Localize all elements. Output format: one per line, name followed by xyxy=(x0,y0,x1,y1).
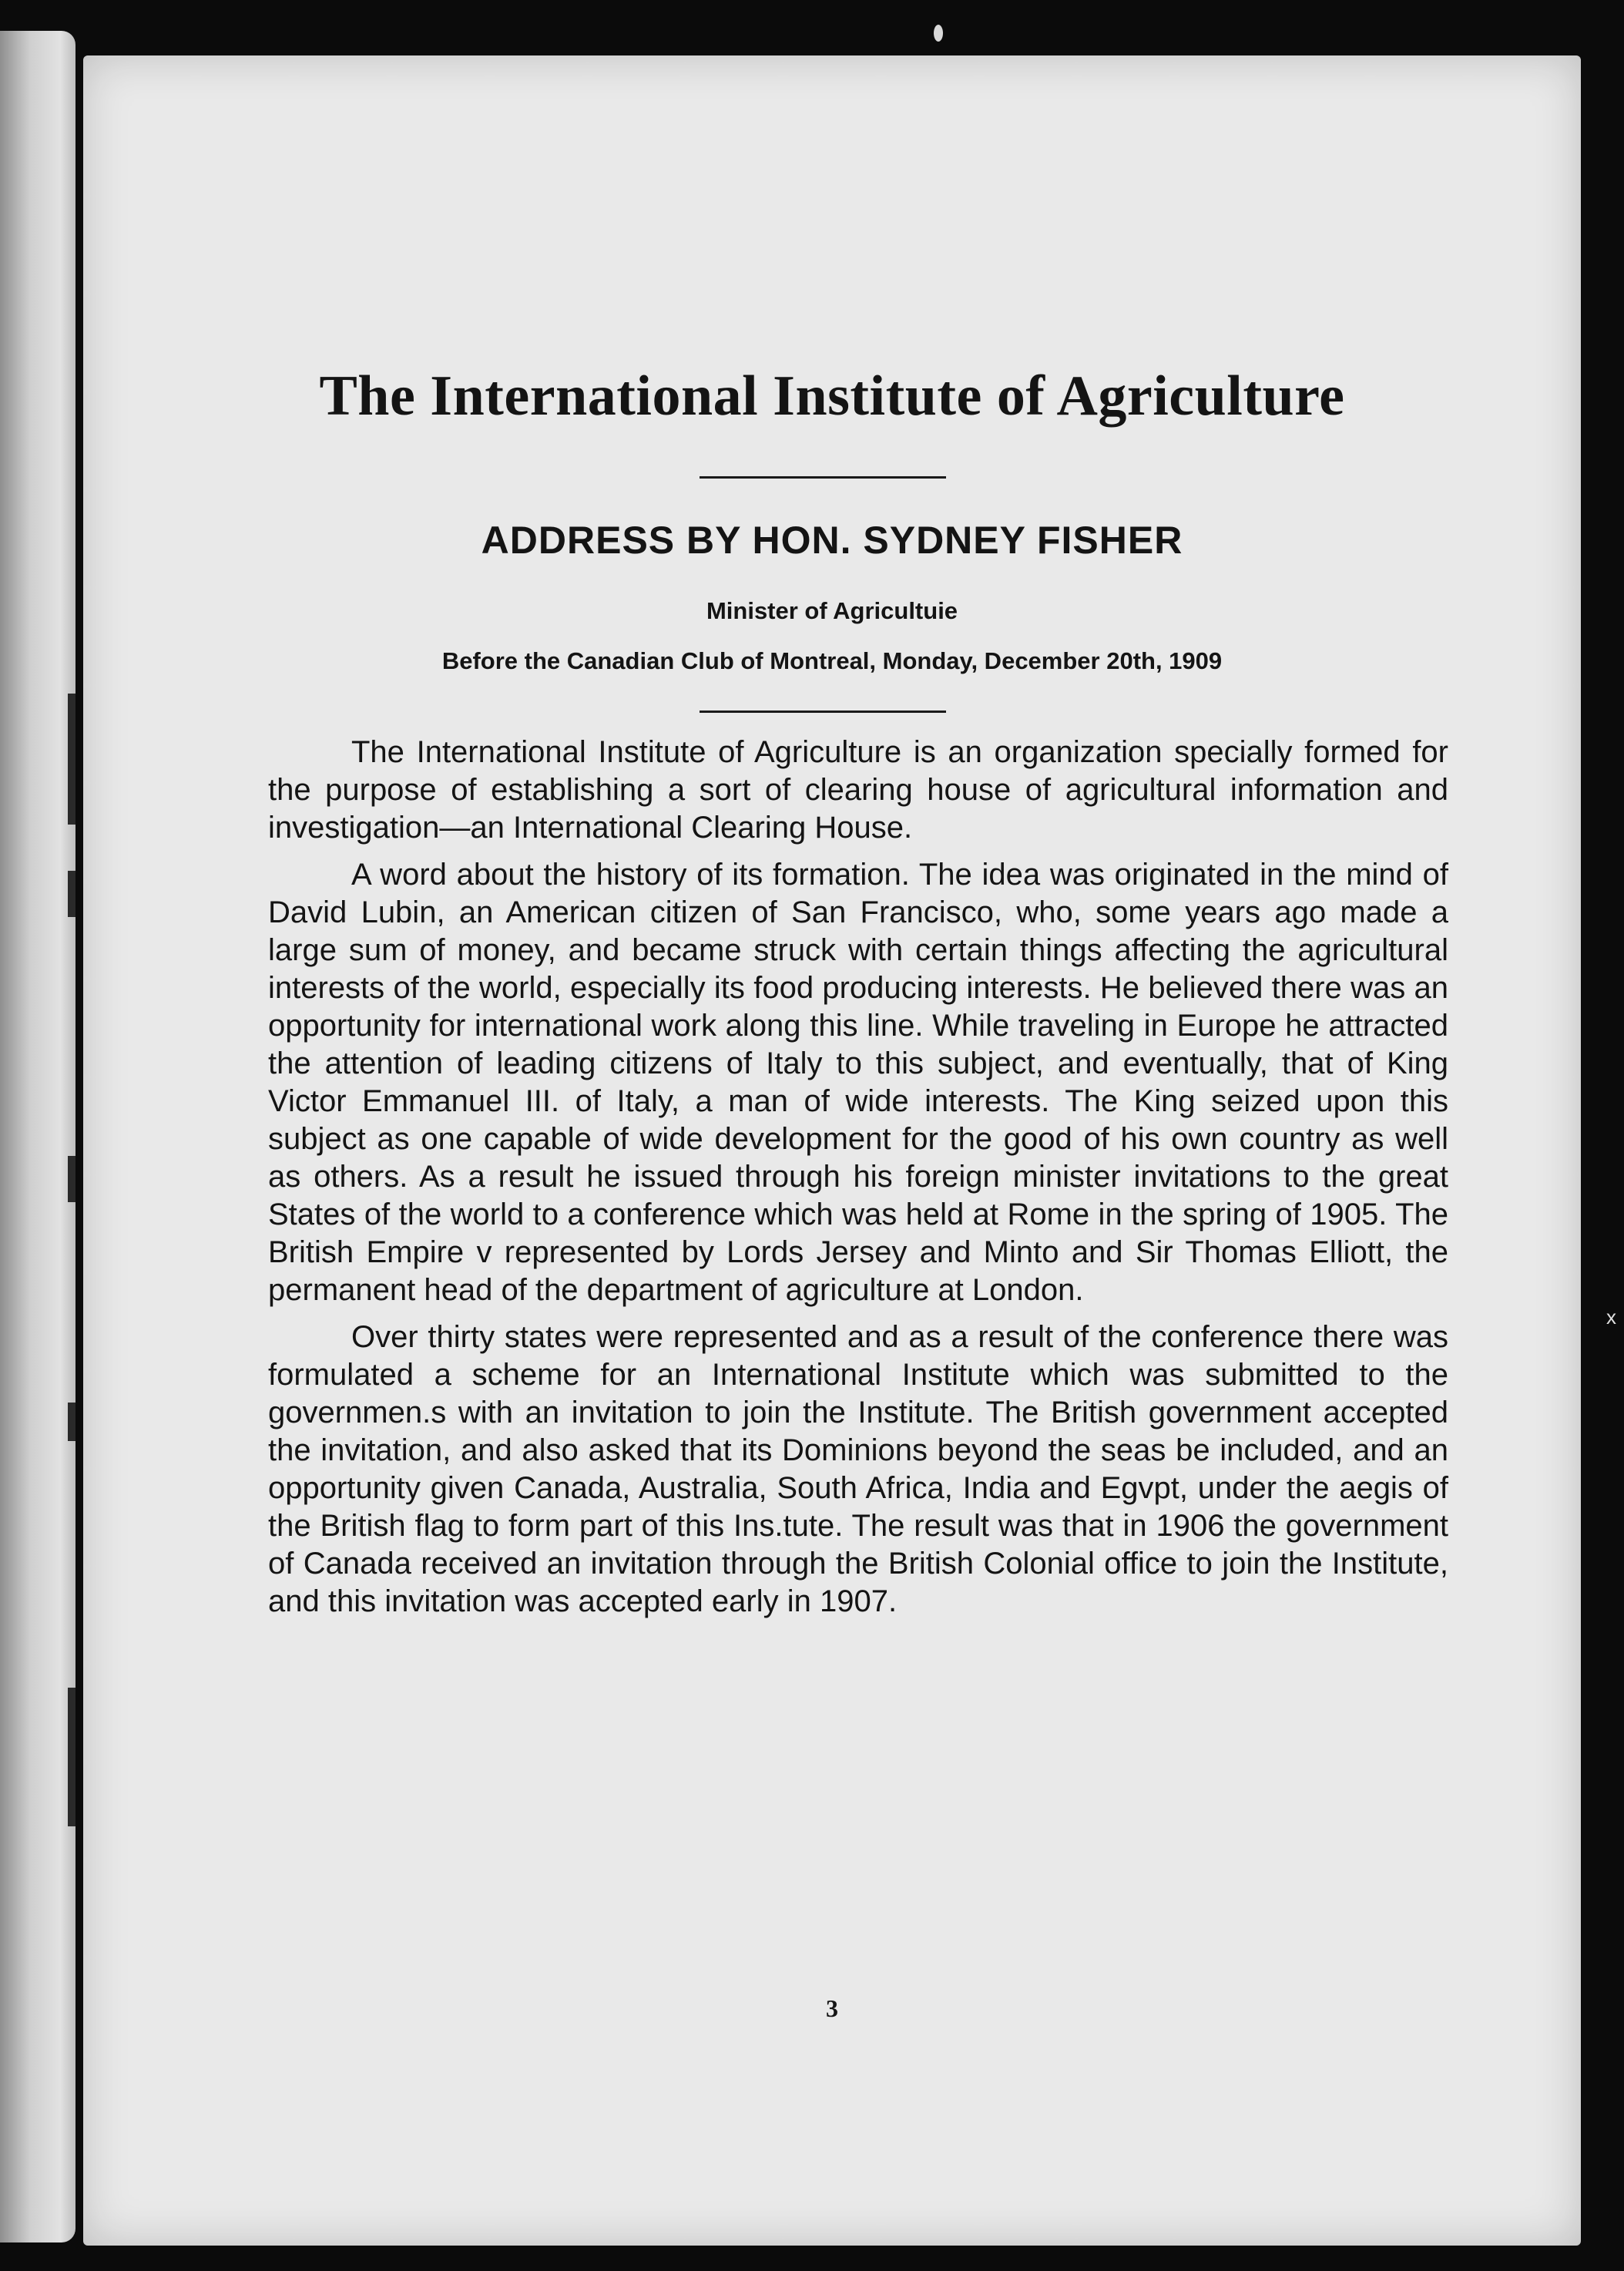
left-facing-page-edge xyxy=(0,31,75,2242)
speaker-title: Minister of Agricultuie xyxy=(706,597,958,624)
body-text xyxy=(268,734,1448,1630)
binding-mark xyxy=(68,871,75,917)
paragraph: The International Institute of Agriculture is an organization specially formed for the purpose of establishing a sort of clearing house of agricultural information and investigation—an International Clearing House. xyxy=(268,735,1448,845)
occasion-line: Before the Canadian Club of Montreal, Monday, December 20th, 1909 xyxy=(441,647,1223,674)
heading-divider xyxy=(700,711,946,713)
document-title: The International Institute of Agriculture xyxy=(319,365,1345,428)
page-number: 3 xyxy=(826,1994,838,2022)
binding-mark xyxy=(68,1688,75,1826)
binding-mark xyxy=(68,1156,75,1202)
page-content xyxy=(83,55,1581,2246)
paragraph: Over thirty states were represented and as a result of the conference there was formulated a scheme for an International Institute which was submitted to the governmen.s with an invitation to join the Institute. The British government accepted the invitation, and also asked that its Dominions beyond the seas be included, and an opportunity given Canada, Australia, South Africa, India and Egvpt, under the aegis of the British flag to form part of this Ins.tute. The result was that in 1906 the government of Canada received an invitation through the British Colonial office to join the Institute, and this invitation was accepted early in 1907. xyxy=(268,1320,1448,1618)
scan-speck xyxy=(934,25,943,42)
paragraph: A word about the history of its formation. The idea was originated in the mind of David Lubin, an American citizen of San Francisco, who, some years ago made a large sum of money, and became struck with certain things affecting the agricultural interests of the world, especially its food producing interests. He believed there was an opportunity for international work along this line. While traveling in Europe he attracted the attention of leading citizens of Italy to this subject, and eventually, that of King Victor Emmanuel III. of Italy, a man of wide interests. The King seized upon this subject as one capable of wide development for the good of his own country as well as others. As a result he issued through his foreign minister invitations to the great States of the world to a conference which was held at Rome in the spring of 1905. The British Empire v represented by Lords Jersey and Minto and Sir Thomas Elliott, the permanent head of the department of agriculture at London. xyxy=(268,858,1448,1307)
document-page xyxy=(83,55,1581,2246)
margin-mark: x xyxy=(1606,1305,1616,1329)
binding-mark xyxy=(68,1403,75,1441)
title-divider xyxy=(700,476,946,479)
binding-mark xyxy=(68,694,75,825)
address-heading: ADDRESS BY HON. SYDNEY FISHER xyxy=(481,519,1183,562)
